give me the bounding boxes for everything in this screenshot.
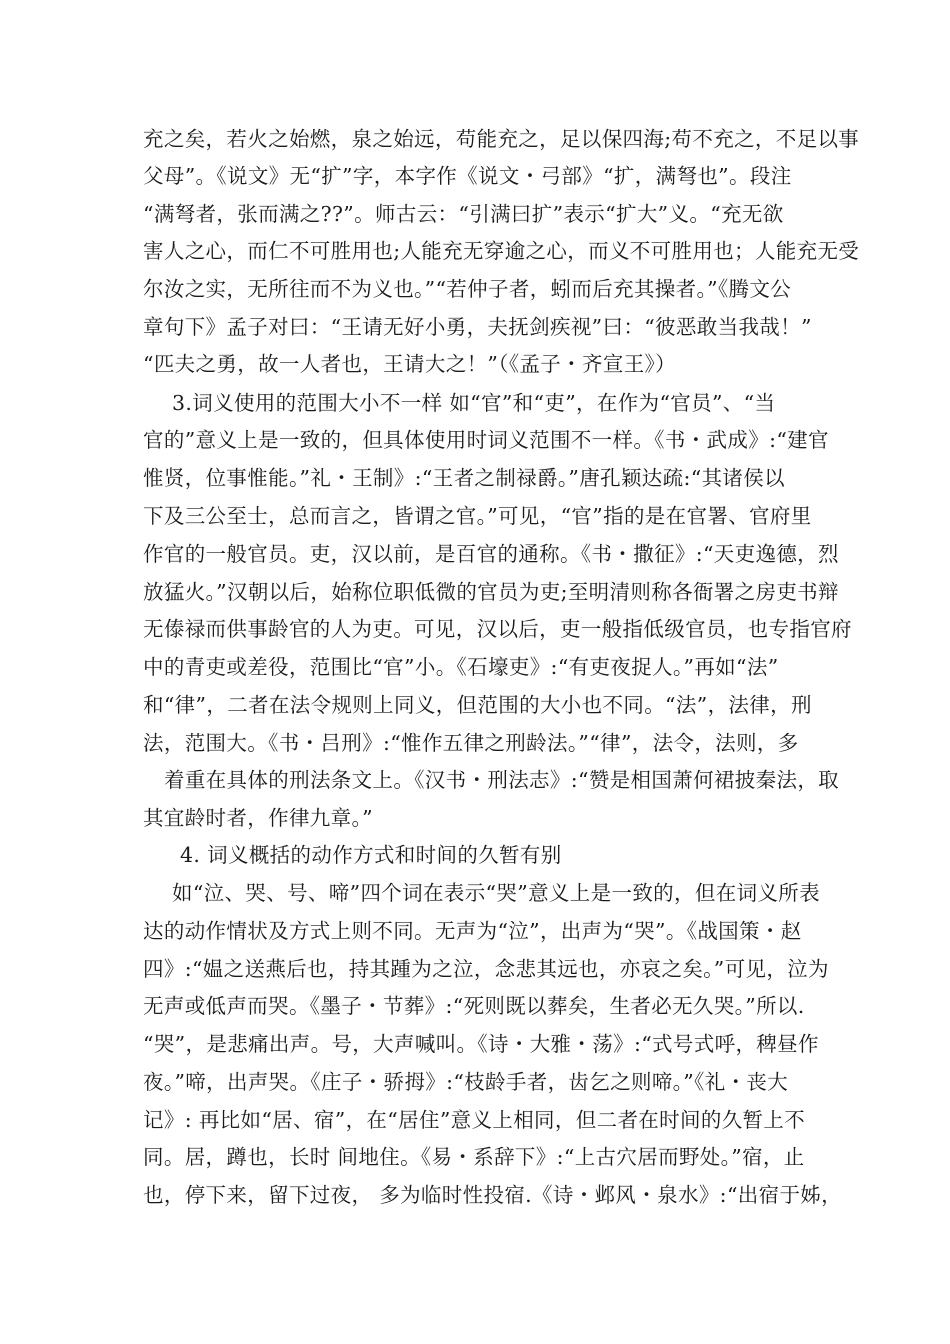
- text-line: 害人之心，而仁不可胜用也;人能充无穿逾之心，而义不可胜用也；人能充无受: [143, 239, 860, 263]
- text-line: 官的”意义上是一致的，但具体使用时词义范围不一样。《书・武成》:“建官: [143, 428, 829, 452]
- text-line: 法，范围大。《书・吕刑》:“惟作五律之刑龄法。”“律”，法令，法则，多: [143, 731, 799, 755]
- text-line: 中的青吏或差役，范围比“官”小。《石壕吏》:“有吏夜捉人。”再如“法”: [143, 655, 779, 679]
- text-line: 达的动作情状及方式上则不同。无声为“泣”，出声为“哭”。《战国策・赵: [143, 919, 802, 943]
- text-line: 章句下》孟子对曰：“王请无好小勇，夫抚剑疾视”曰：“彼恶敢当我哉！”: [143, 315, 812, 339]
- text-line: 无声或低声而哭。《墨子・节葬》:“死则既以葬矣，生者必无久哭。”所以.: [143, 994, 805, 1018]
- text-line: 记》: 再比如“居、宿”，在“居住”意义上相同，但二者在时间的久暂上不: [143, 1108, 806, 1132]
- text-line: 下及三公至士，总而言之，皆谓之官。”可见，“官”指的是在官署、官府里: [143, 504, 812, 528]
- text-line: 无傣禄而供事龄官的人为吏。可见，汉以后，吏一般指低级官员，也专指官府: [143, 617, 852, 641]
- text-line: 作官的一般官员。吏，汉以前，是百官的通称。《书・撒征》:“天吏逸德，烈: [143, 542, 839, 566]
- text-line: 父母”。《说文》无“扩”字，本字作《说文・弓部》“扩，满弩也”。段注: [143, 164, 792, 188]
- text-line: 尔汝之实，无所往而不为义也。”“若仲子者，蚓而后充其操者。”《腾文公: [143, 277, 792, 301]
- text-line: 夜。”啼，出声哭。《庄子・骄拇》:“枝龄手者，齿乞之则啼。”《礼・丧大: [143, 1070, 789, 1094]
- text-line: 也，停下来，留下过夜， 多为临时性投宿.《诗・邺风・泉水》:“出宿于姊，: [143, 1183, 843, 1207]
- text-line: “满弩者，张而满之??”。师古云：“引满曰扩”表示“扩大”义。“充无欲: [143, 202, 784, 226]
- section-heading-4: 4. 词义概括的动作方式和时间的久暂有别: [180, 843, 562, 867]
- text-line: “哭”，是悲痛出声。号，大声喊叫。《诗・大雅・荡》:“式号式呼，稗昼作: [143, 1032, 819, 1056]
- text-line: “匹夫之勇，故一人者也，王请大之！”（《孟子・齐宣王》）: [143, 352, 677, 376]
- text-line: 其宜龄时者，作律九章。”: [143, 806, 373, 830]
- text-line: 着重在具体的刑法条文上。《汉书・刑法志》:“赞是相国萧何裙披秦法，取: [164, 768, 840, 792]
- text-line: 惟贤，位事惟能。”礼・王制》:“王者之制禄爵。”唐孔颖达疏:“其诸侯以: [143, 466, 785, 490]
- text-line: 充之矣，若火之始燃，泉之始远，苟能充之，足以保四海;苟不充之，不足以事: [143, 127, 860, 151]
- section-heading-3: 3.词义使用的范围大小不一样 如“官”和“吏”，在作为“官员”、“当: [172, 391, 776, 415]
- text-line: 四》:“媪之送燕后也，持其踵为之泣，念悲其远也，亦哀之矣。”可见，泣为: [143, 957, 829, 981]
- text-line: 和“律”，二者在法令规则上同义，但范围的大小也不同。“法”，法律，刑: [143, 693, 812, 717]
- text-line: 如“泣、哭、号、啼”四个词在表示“哭”意义上是一致的，但在词义所表: [172, 881, 820, 905]
- text-line: 同。居，蹲也，长时 间地住。《易・系辞下》:“上古穴居而野处。”宿，止: [143, 1145, 805, 1169]
- text-line: 放猛火。”汉朝以后，始称位职低微的官员为吏;至明清则称各衙署之房吏书辩: [143, 580, 839, 604]
